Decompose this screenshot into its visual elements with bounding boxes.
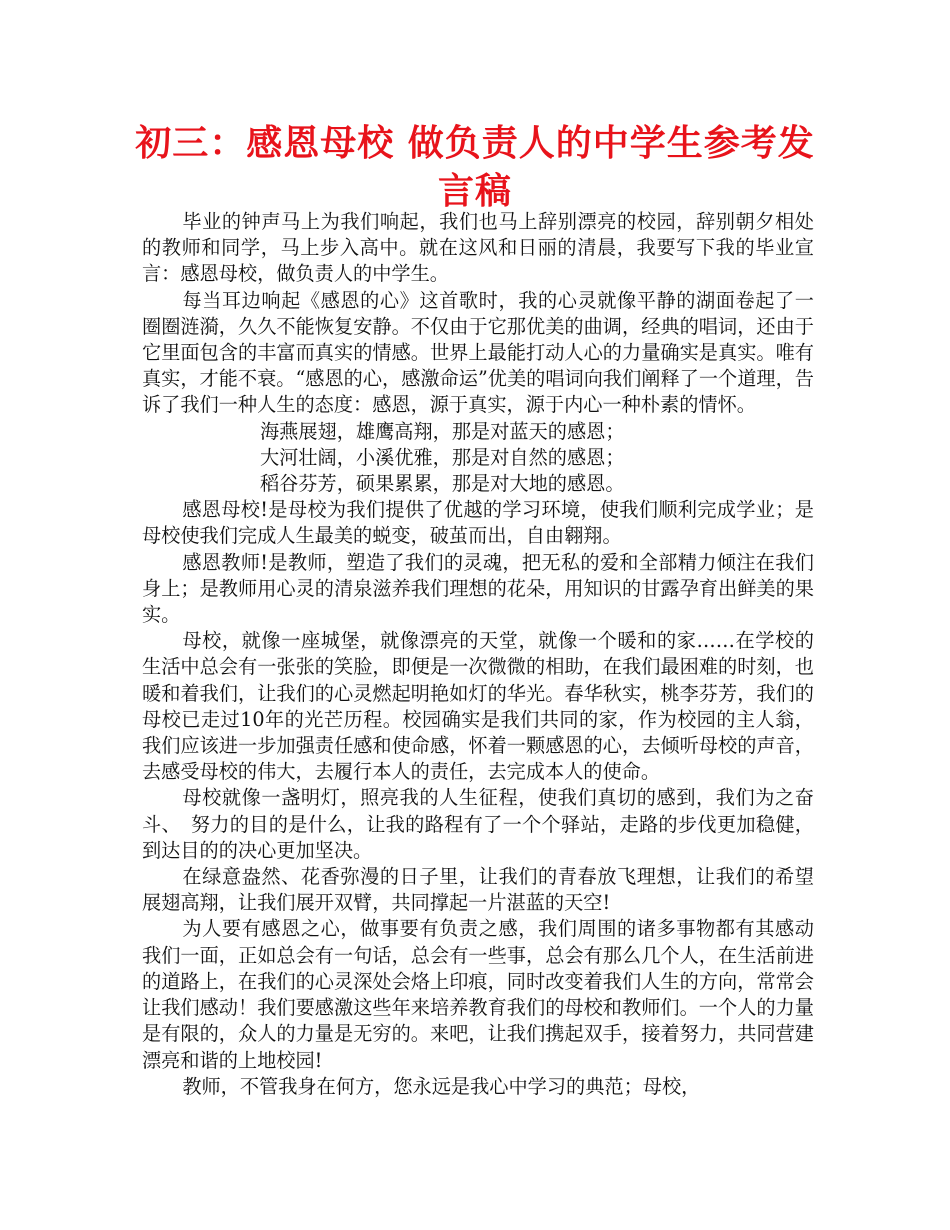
paragraph-school-lamp: 母校就像一盏明灯，照亮我的人生征程，使我们真切的感到，我们为之奋斗、 努力的目的是什么，让我的路程有了一个个驿站，走路的步伐更加稳健，到达目的的决心更加坚决。	[142, 786, 814, 862]
paragraph-school-home: 母校，就像一座城堡，就像漂亮的天堂，就像一个暖和的家……在学校的生活中总会有一张张的笑脸，即便是一次微微的相助，在我们最困难的时刻，也暖和着我们，让我们的心灵燃起明艳如灯的华光。春华秋实，桃李芬芳，我们的母校已走过10年的光芒历程。校园确实是我们共同的家，作为校园的主人翁，我们应该进一步加强责任感和使命感，怀着一颗感恩的心，去倾听母校的声音，去感受母校的伟大，去履行本人的责任，去完成本人的使命。	[142, 629, 814, 784]
document-title: 初三：感恩母校 做负责人的中学生参考发言稿	[135, 123, 815, 212]
document-body	[142, 209, 814, 1100]
paragraph-gratitude-responsibility: 为人要有感恩之心，做事要有负责之感，我们周围的诸多事物都有其感动我们一面，正如总会有一句话，总会有一些事，总会有那么几个人，在生活前进的道路上，在我们的心灵深处会烙上印痕，同时改变着我们人生的方向，常常会让我们感动！我们要感激这些年来培养教育我们的母校和教师们。一个人的力量是有限的，众人的力量是无穷的。来吧，让我们携起双手，接着努力，共同营建漂亮和谐的上地校园!	[142, 917, 814, 1072]
poem-line-nature: 大河壮阔，小溪优雅，那是对自然的感恩；	[260, 445, 625, 469]
paragraph-thank-school: 感恩母校!是母校为我们提供了优越的学习环境，使我们顺利完成学业；是母校使我们完成人生最美的蜕变，破茧而出，自由翱翔。	[142, 498, 814, 548]
paragraph-thank-teachers: 感恩教师!是教师，塑造了我们的灵魂，把无私的爱和全部精力倾注在我们身上；是教师用心灵的清泉滋养我们理想的花朵，用知识的甘露孕育出鲜美的果实。	[142, 550, 814, 627]
paragraph-teacher-model: 教师，不管我身在何方，您永远是我心中学习的典范；母校，	[182, 1074, 701, 1098]
paragraph-graduation: 毕业的钟声马上为我们响起，我们也马上辞别漂亮的校园，辞别朝夕相处的教师和同学，马上步入高中。就在这风和日丽的清晨，我要写下我的毕业宣言：感恩母校，做负责人的中学生。	[142, 210, 814, 286]
paragraph-grateful-heart-song: 每当耳边响起《感恩的心》这首歌时，我的心灵就像平静的湖面卷起了一圈圈涟漪，久久不能恢复安静。不仅由于它那优美的曲调，经典的唱词，还由于它里面包含的丰富而真实的情感。世界上最能打动人心的力量确实是真实。唯有真实，才能不衰。“感恩的心，感激命运”优美的唱词向我们阐释了一个道理，告诉了我们一种人生的态度：感恩，源于真实，源于内心一种朴素的情怀。	[142, 288, 814, 417]
poem-line-earth: 稻谷芬芳，硕果累累，那是对大地的感恩。	[260, 472, 625, 496]
paragraph-youth-dream: 在绿意盎然、花香弥漫的日子里，让我们的青春放飞理想，让我们的希望展翅高翔，让我们展开双臂，共同撑起一片湛蓝的天空!	[142, 865, 814, 915]
poem-line-sky: 海燕展翅，雄鹰高翔，那是对蓝天的感恩；	[260, 419, 625, 443]
